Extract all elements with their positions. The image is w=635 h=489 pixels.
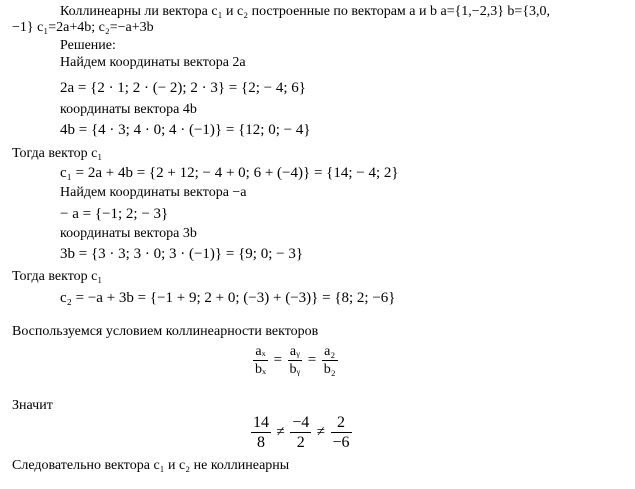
ax-symbol: aₓ [253,343,268,361]
equation-2a: 2a = {2 · 1; 2 · (− 2); 2 · 3} = {2; − 4; 6} [60,80,306,96]
numeric-ratio-formula [250,413,353,452]
not-equal-sign: ≠ [316,424,325,440]
then-c1-text: Тогда вектор c₁ [12,146,103,161]
fraction-neg4-2 [290,413,311,452]
denominator-2: 2 [296,434,305,451]
denominator-neg6: −6 [332,434,350,451]
find-2a-text: Найдем координаты вектора 2a [60,55,246,70]
collinearity-ratio-formula [252,343,339,378]
by-symbol: bᵧ [289,362,301,377]
ay-symbol: aᵧ [288,343,303,361]
numerator-14: 14 [253,414,269,431]
coords-4b-text: координаты вектора 4b [60,102,197,117]
equation-3b: 3b = {3 · 3; 3 · 0; 3 · (−1)} = {9; 0; − 3} [60,246,304,262]
az-symbol: a₂ [322,343,338,361]
conclusion-text: Следовательно вектора c₁ и c₂ не коллинеарны [12,458,290,473]
equals-sign: = [273,352,283,368]
find-neg-a-text: Найдем координаты вектора −a [60,185,247,200]
problem-line-1: Коллинеарны ли вектора c₁ и c₂ построенные по векторам a и b a={1,−2,3} b={3,0, [60,4,551,19]
denominator-8: 8 [257,434,265,451]
fraction-2-neg6 [331,413,352,452]
therefore-text: Значит [12,398,53,413]
fraction-14-8 [251,413,271,452]
fraction-ax-bx [253,343,268,378]
equation-neg-a: − a = {−1; 2; − 3} [60,206,169,222]
equation-c2: c₂ = −a + 3b = {−1 + 9; 2 + 0; (−3) + (−3)} = {8; 2; −6} [60,290,396,306]
collinearity-condition-text: Воспользуемся условием коллинеарности векторов [12,324,319,339]
numerator-neg4: −4 [292,414,310,431]
numerator-2: 2 [331,413,352,433]
equals-sign: = [307,352,317,368]
equation-4b: 4b = {4 · 3; 4 · 0; 4 · (−1)} = {12; 0; − 4} [60,122,311,138]
coords-3b-text: координаты вектора 3b [60,226,197,241]
problem-line-2: −1} c₁=2a+4b; c₂=−a+3b [12,20,154,35]
not-equal-sign: ≠ [276,424,285,440]
then-c2-text: Тогда вектор c₁ [12,269,103,284]
fraction-ay-by [288,343,303,378]
solution-heading: Решение: [60,38,116,53]
equation-c1: c₁ = 2a + 4b = {2 + 12; − 4 + 0; 6 + (−4)} = {14; − 4; 2} [60,165,399,181]
bx-symbol: bₓ [255,362,267,377]
fraction-az-bz [322,343,338,378]
bz-symbol: b₂ [323,362,336,377]
